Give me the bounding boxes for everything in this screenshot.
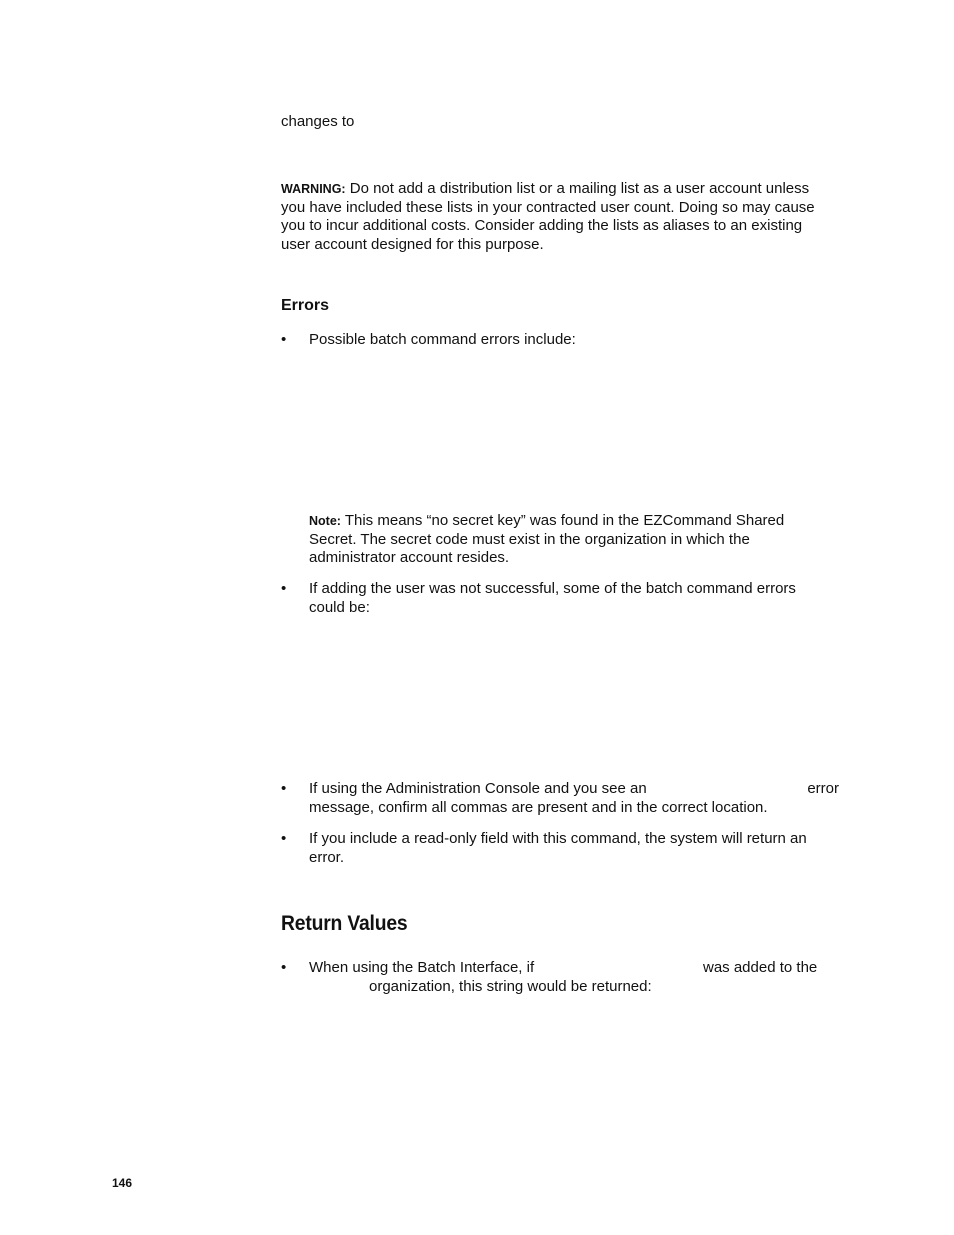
errors-heading: Errors [281,297,330,314]
note-line-1: This means “no secret key” was found in the EZCommand Shared [340,512,785,529]
note-line-2: Secret. The secret code must exist in the organization in which the [309,530,750,548]
bullet-icon: • [281,830,287,847]
errors-bullet-3 [281,780,841,820]
errors-bullet-3-line-1a: If using the Administration Console and you see an [309,780,647,797]
note-paragraph [309,512,849,568]
note-line-3: administrator account resides. [309,549,510,566]
return-values-heading: Return Values [281,912,408,935]
warning-line-2: you have included these lists in your contracted user count. Doing so may cause [281,198,815,216]
page-number: 146 [112,1176,133,1190]
return-values-line-1a: When using the Batch Interface, if [309,959,535,976]
errors-bullet-2-line-1: If adding the user was not successful, some of the batch command errors [309,580,796,597]
bullet-icon: • [281,959,287,976]
note-label: Note: [309,514,341,528]
errors-bullet-1 [281,331,841,351]
bullet-icon: • [281,331,287,348]
warning-line-1: Do not add a distribution list or a mailing list as a user account unless [345,180,810,197]
errors-bullet-4-line-1: If you include a read-only field with this command, the system will return an [309,830,807,847]
intro-text: changes to [281,113,355,130]
errors-bullet-1-text: Possible batch command errors include: [309,331,576,348]
return-values-line-2: organization, this string would be returned: [369,977,652,995]
errors-bullet-4-line-2: error. [309,848,345,866]
warning-line-4: user account designed for this purpose. [281,235,544,253]
bullet-icon: • [281,580,287,597]
errors-bullet-2 [281,580,841,620]
warning-label: WARNING: [281,182,346,196]
warning-line-3: you to incur additional costs. Consider adding the lists as aliases to an existing [281,217,803,234]
warning-paragraph [281,180,841,254]
errors-bullet-2-line-2: could be: [309,598,370,616]
errors-bullet-3-line-1b: error [807,780,839,797]
errors-bullet-4 [281,830,841,870]
return-values-bullet-1 [281,959,841,999]
bullet-icon: • [281,780,287,797]
errors-bullet-3-line-2: message, confirm all commas are present and in the correct location. [309,798,768,816]
return-values-line-1b: was added to the [703,959,818,976]
